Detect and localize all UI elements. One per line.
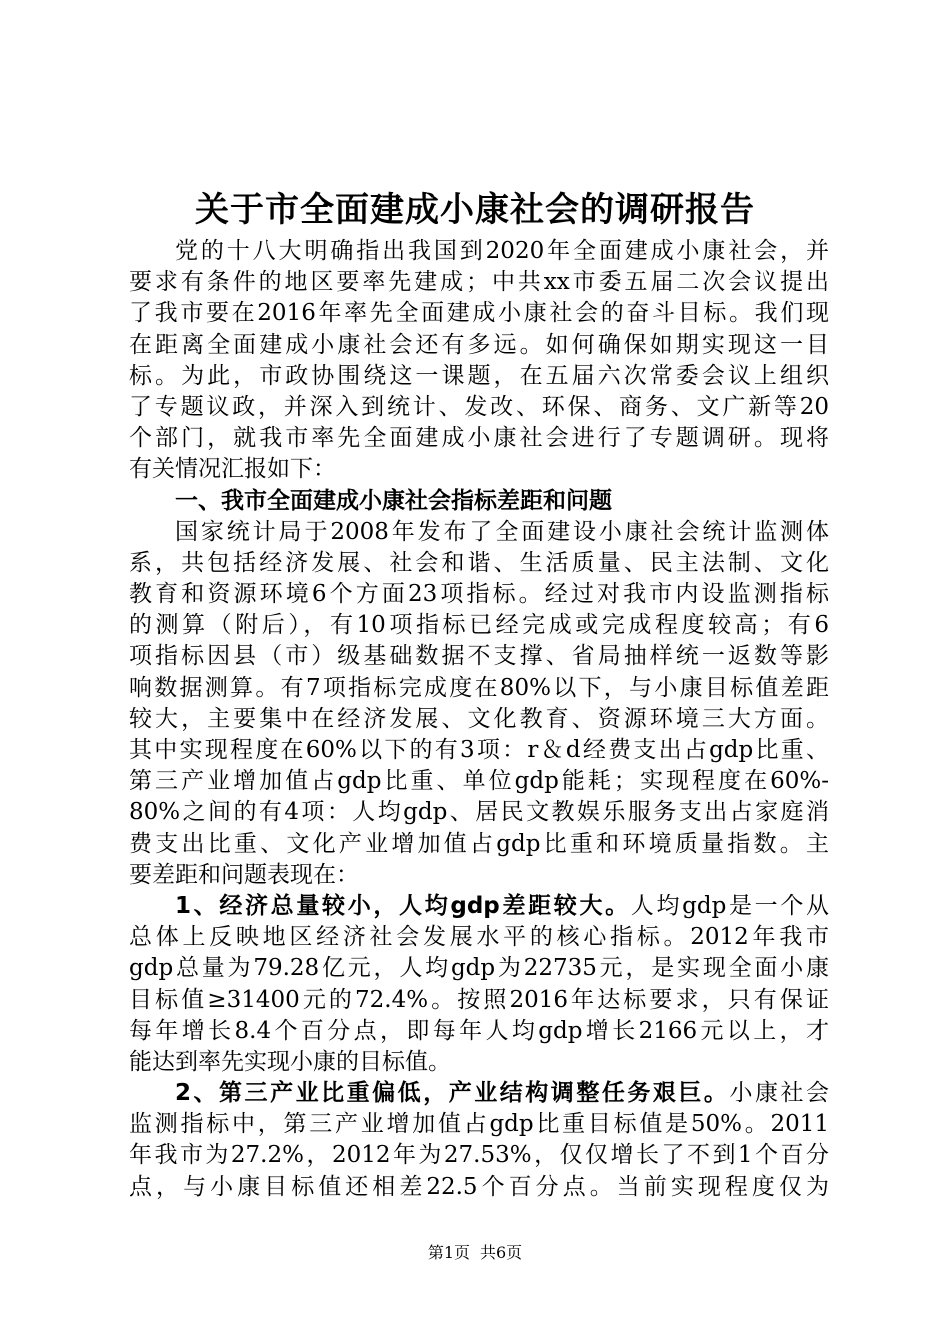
paragraph-line (129, 1109, 829, 1140)
paragraph-line (129, 579, 829, 610)
line-text: 其中实现程度在60%以下的有3项：r＆d经费支出占gdp比重、 (129, 737, 829, 763)
paragraph-line (129, 267, 829, 298)
line-text: 个部门，就我市率先全面建成小康社会进行了专题调研。现将 (129, 425, 829, 452)
line-text: 年我市为27.2%，2012年为27.53%，仅仅增长了不到1个百分 (129, 1142, 829, 1169)
paragraph-line (129, 361, 829, 392)
paragraph-line (129, 673, 829, 704)
paragraph-line (129, 735, 829, 766)
paragraph-line (129, 1172, 829, 1203)
paragraph-line (129, 1016, 829, 1047)
paragraph-line (129, 860, 829, 891)
line-text: 在距离全面建成小康社会还有多远。如何确保如期实现这一目 (129, 331, 829, 358)
section-heading (129, 486, 829, 517)
paragraph-line (129, 610, 829, 641)
paragraph-line (129, 517, 829, 548)
line-text: 每年增长8.4个百分点，即每年人均gdp增长2166元以上，才 (129, 1017, 829, 1044)
paragraph-line (129, 330, 829, 361)
paragraph-line (129, 953, 829, 984)
paragraph-line (129, 1047, 829, 1078)
line-text: 能达到率先实现小康的目标值。 (129, 1048, 451, 1075)
paragraph-line (129, 423, 829, 454)
line-text: 党的十八大明确指出我国到2020年全面建成小康社会，并 (175, 238, 829, 264)
page-footer (0, 1243, 950, 1263)
paragraph-line (129, 392, 829, 423)
line-text: 了专题议政，并深入到统计、发改、环保、商务、文广新等20 (129, 393, 829, 420)
paragraph-line (129, 454, 829, 485)
paragraph-line (129, 704, 829, 735)
bold-lead-text: 2、第三产业比重偏低，产业结构调整任务艰巨。 (175, 1080, 730, 1107)
line-text: 的测算（附后），有10项指标已经完成或完成程度较高；有6 (129, 612, 829, 639)
line-text: 总体上反映地区经济社会发展水平的核心指标。2012年我市 (129, 924, 829, 951)
paragraph-line (129, 298, 829, 329)
line-text: 响数据测算。有7项指标完成度在80%以下，与小康目标值差距 (129, 674, 829, 701)
line-text: 人均gdp是一个从 (630, 892, 829, 919)
line-text: 第三产业增加值占gdp比重、单位gdp能耗；实现程度在60%- (129, 768, 829, 795)
line-text: 80%之间的有4项：人均gdp、居民文教娱乐服务支出占家庭消 (129, 799, 829, 826)
paragraph-line (129, 236, 829, 267)
page-number: 第1页 (427, 1243, 470, 1262)
paragraph-line (129, 985, 829, 1016)
bold-lead-text: 1、经济总量较小，人均gdp差距较大。 (175, 892, 631, 919)
line-text: 要求有条件的地区要率先建成；中共xx市委五届二次会议提出 (129, 269, 829, 296)
paragraph-line (129, 766, 829, 797)
paragraph-line (129, 797, 829, 828)
line-text: 系，共包括经济发展、社会和谐、生活质量、民主法制、文化 (129, 549, 829, 576)
line-text: 要差距和问题表现在： (129, 861, 359, 888)
document-title: 关于市全面建成小康社会的调研报告 (195, 190, 755, 230)
paragraph-line (129, 548, 829, 579)
paragraph-line (129, 1140, 829, 1171)
line-text: 费支出比重、文化产业增加值占gdp比重和环境质量指数。主 (129, 830, 829, 857)
line-text: 国家统计局于2008年发布了全面建设小康社会统计监测体 (175, 518, 829, 545)
line-text: 教育和资源环境6个方面23项指标。经过对我市内设监测指标 (129, 581, 829, 608)
line-text: gdp总量为79.28亿元，人均gdp为22735元，是实现全面小康 (129, 955, 829, 982)
line-text: 有关情况汇报如下： (129, 456, 336, 483)
paragraph-line (129, 891, 829, 922)
line-text: 点，与小康目标值还相差22.5个百分点。当前实现程度仅为 (129, 1173, 829, 1200)
line-text: 项指标因县（市）级基础数据不支撑、省局抽样统一返数等影 (129, 643, 829, 670)
paragraph-line (129, 641, 829, 672)
line-text: 小康社会 (729, 1080, 829, 1107)
document-body (129, 236, 829, 1203)
line-text: 一、我市全面建成小康社会指标差距和问题 (175, 487, 612, 514)
paragraph-line (129, 829, 829, 860)
line-text: 了我市要在2016年率先全面建成小康社会的奋斗目标。我们现 (129, 300, 829, 327)
line-text: 较大，主要集中在经济发展、文化教育、资源环境三大方面。 (129, 705, 829, 732)
line-text: 监测指标中，第三产业增加值占gdp比重目标值是50%。2011 (129, 1111, 829, 1138)
paragraph-line (129, 922, 829, 953)
line-text: 标。为此，市政协围绕这一课题，在五届六次常委会议上组织 (129, 362, 829, 389)
paragraph-line (129, 1078, 829, 1109)
page-total: 共6页 (480, 1243, 523, 1262)
line-text: 目标值≥31400元的72.4%。按照2016年达标要求，只有保证 (129, 986, 829, 1013)
